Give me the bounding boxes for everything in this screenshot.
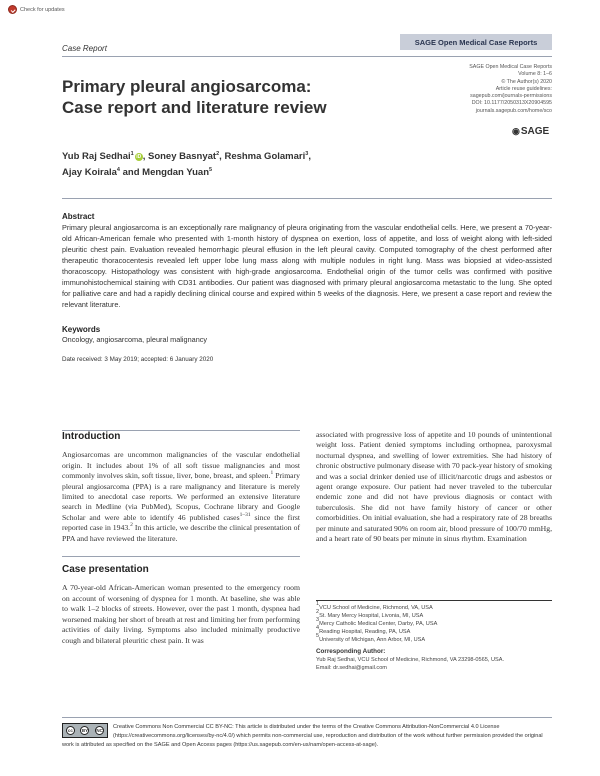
corresponding-author-text: Yub Raj Sedhai, VCU School of Medicine, Richmond, VA 23298-0565, USA. [316,657,505,663]
intro-text: In this article, we describe the clinical presentation of PPA and have reviewed the literature. [62,523,301,543]
orcid-icon[interactable]: iD [136,154,142,160]
author-list: Yub Raj Sedhai$^1$ iD , Soney Basnyat$^2$, Reshma Golamari$^3$, Ajay Koirala$^4$ and Mengdan Yuan$^5$ [62,151,311,178]
affiliation-number: 3 [316,617,320,623]
affiliation-ref: 3 [305,151,309,157]
meta-doi[interactable]: DOI: 10.1177/2050313X20904595 [471,100,552,107]
meta-journal: SAGE Open Medical Case Reports [469,64,552,70]
article-title [62,76,392,118]
case-presentation-heading: Case presentation [62,564,149,576]
affiliation-ref: 2 [216,151,220,157]
meta-journal-url[interactable]: journals.sagepub.com/home/sco [475,107,552,114]
title-line-1: Primary pleural angiosarcoma: [62,77,312,96]
affiliation-ref: 1 [130,151,134,157]
meta-volume: Volume 8: 1–6 [518,71,552,78]
intro-text: Primary pleural angiosarcoma (PPA) is a rare malignancy and literature is merely limited to anecdotal case reports. We performed an extensive literature search in Medline (via PubMed), Scopus, Cochrane library and Google Scholar and were able to identify 46 published cases [62,471,300,522]
right-column [316,430,552,544]
meta-copyright: © The Author(s) 2020 [501,78,552,85]
author-name: Soney Basnyat [147,151,217,162]
keywords-text: Oncology, angiosarcoma, pleural malignancy [62,335,208,344]
affiliation-text: University of Michigan, Ann Arbor, MI, USA [319,637,426,643]
header-divider [62,56,552,57]
author-conjunction: and [122,167,140,178]
check-updates-label: Check for updates [20,6,65,13]
affiliation-item [316,601,552,612]
sage-logo-icon: ◉ [512,126,520,136]
citation-ref[interactable]: 1–31 [239,511,251,518]
author-name: Ajay Koirala [62,167,117,178]
affiliation-number: 4 [316,625,320,631]
abstract-section [62,198,552,421]
citation-ref[interactable]: 2 [130,522,133,529]
keywords-heading: Keywords [62,325,101,334]
check-updates-icon [8,5,17,14]
abstract-heading: Abstract [62,212,95,221]
affiliation-item [316,617,552,628]
affiliation-item [316,625,552,636]
article-type-label: Case Report [62,44,107,53]
affiliation-number: 2 [316,609,320,615]
affiliation-text: St. Mary Mercy Hospital, Livonia, MI, USA [319,613,424,619]
journal-banner: SAGE Open Medical Case Reports [400,34,552,50]
case-paragraph-continued: associated with progressive loss of appetite and 10 pounds of unintentional weight loss. Patient denied symptoms including orthopnea, paroxysmal nocturnal dyspnea, and swelling of lower extremities. She had history of chronic obstructive pulmonary disease with 70 pack-year history of smoking and was a social drinker denied use of illicit/narcotic drugs and asbestos or agent orange exposure. Our patient had never traveled to the tubercular endemic zone and did not have previous diagnosis or contact with tuberculosis. She did not have family history of cancer or other comorbidities. On initial evaluation, she had a respiratory rate of 28 breaths per minute and saturated 90% on room air, blood pressure of 100/70 mmHg, and a heart rate of 90 beats per minute in sinus rhythm. Examination [316,430,552,544]
title-line-2: Case report and literature review [62,98,327,117]
affiliation-ref: 4 [116,167,120,173]
intro-text: since the first reported case in 1943. [62,512,301,533]
affiliation-number: 5 [316,633,320,639]
affiliation-item [316,633,552,644]
left-column [62,430,300,646]
cc-license-badge[interactable] [62,723,108,738]
abstract-text: Primary pleural angiosarcoma is an exceptionally rare malignancy of pleura originating from the vascular endothelial cells. Here, we present a 70-year-old African-American female who presented with 1-month history of dyspnea on exertion, loss of appetite, and loss of weight along with left-sided pleuritic chest pain. Evaluation revealed hemorrhagic pleural effusion in the left pleural cavity. Computed tomography of the chest performed after therapeutic thoracocentesis revealed left upper lobe lung mass along with multiple nodules in right lung. Mass was biopsied at video-assisted thoracoscopy. Histopathology was consistent with high-grade angiosarcoma. Endothelial origin of the tumor cells was confirmed with positive immunohistochemical staining with CD31 antibodies. Our patient was diagnosed with primary pleural angiosarcoma metastatic to the lung. She opted for palliative care and had a rapidly declining clinical course and expired within 5 weeks of the diagnosis. Here, we present a case report and review the relevant literature. [62,223,552,309]
license-text: Creative Commons Non Commercial CC BY-NC: This article is distributed under the terms of the Creative Commons Attribution-NonCommercial 4.0 License (https://creativecommons.org/licenses/by-nc/4.0/) which permits non-commercial use, reproduction and distribution of the work without further permission provided the original work is attributed as specified on the SAGE and Open Access pages (https://us.sagepub.com/en-us/nam/open-access-at-sage). [62,724,543,748]
by-icon: BY [81,728,89,733]
affiliation-text: VCU School of Medicine, Richmond, VA, USA [319,605,433,611]
nc-icon: NC [96,728,103,733]
received-accepted-dates: Date received: 3 May 2019; accepted: 6 January 2020 [62,356,214,363]
case-paragraph: A 70-year-old African-American woman presented to the emergency room on account of worsening of dyspnea for 1 month. At baseline, she was able to walk 1–2 blocks of streets. However, over the past 1 month, dyspnea had worsened making her short of breath at rest and limiting her from performing activities of daily living. Symptoms also included minimally productive cough and bilateral pleuritic chest pain. It was [62,583,300,645]
affiliation-item [316,609,552,620]
author-name: Yub Raj Sedhai [62,151,131,162]
meta-guidelines: Article reuse guidelines: [495,85,552,92]
affiliation-text: Mercy Catholic Medical Center, Darby, PA, USA [319,621,438,627]
meta-permissions-link[interactable]: sagepub.com/journals-permissions [470,93,552,100]
introduction-heading: Introduction [62,431,121,442]
corresponding-author-heading: Corresponding Author: [316,648,386,655]
check-for-updates-link[interactable] [8,5,65,14]
sage-logo [512,126,549,137]
journal-metadata [469,64,552,115]
author-name: Reshma Golamari [224,151,306,162]
affiliation-ref: 5 [209,167,213,173]
cc-icon: cc [67,728,73,733]
author-name: Mengdan Yuan [142,167,210,178]
introduction-paragraph [62,450,300,544]
intro-text: Angiosarcomas are uncommon malignancies of the vascular endothelial origin. It includes about 1% of all soft tissue malignancies and most commonly involves skin, soft tissue, liver, bone, breast, and spleen. [62,450,300,481]
citation-ref[interactable]: 1 [270,470,274,477]
affiliations-footnote [316,600,552,672]
license-notice [62,717,552,750]
affiliation-number: 1 [316,601,320,607]
sage-logo-text: SAGE [520,126,550,137]
corresponding-author-email[interactable]: Email: dr.sedhai@gmail.com [316,665,387,671]
affiliation-text: Reading Hospital, Reading, PA, USA [319,629,411,635]
